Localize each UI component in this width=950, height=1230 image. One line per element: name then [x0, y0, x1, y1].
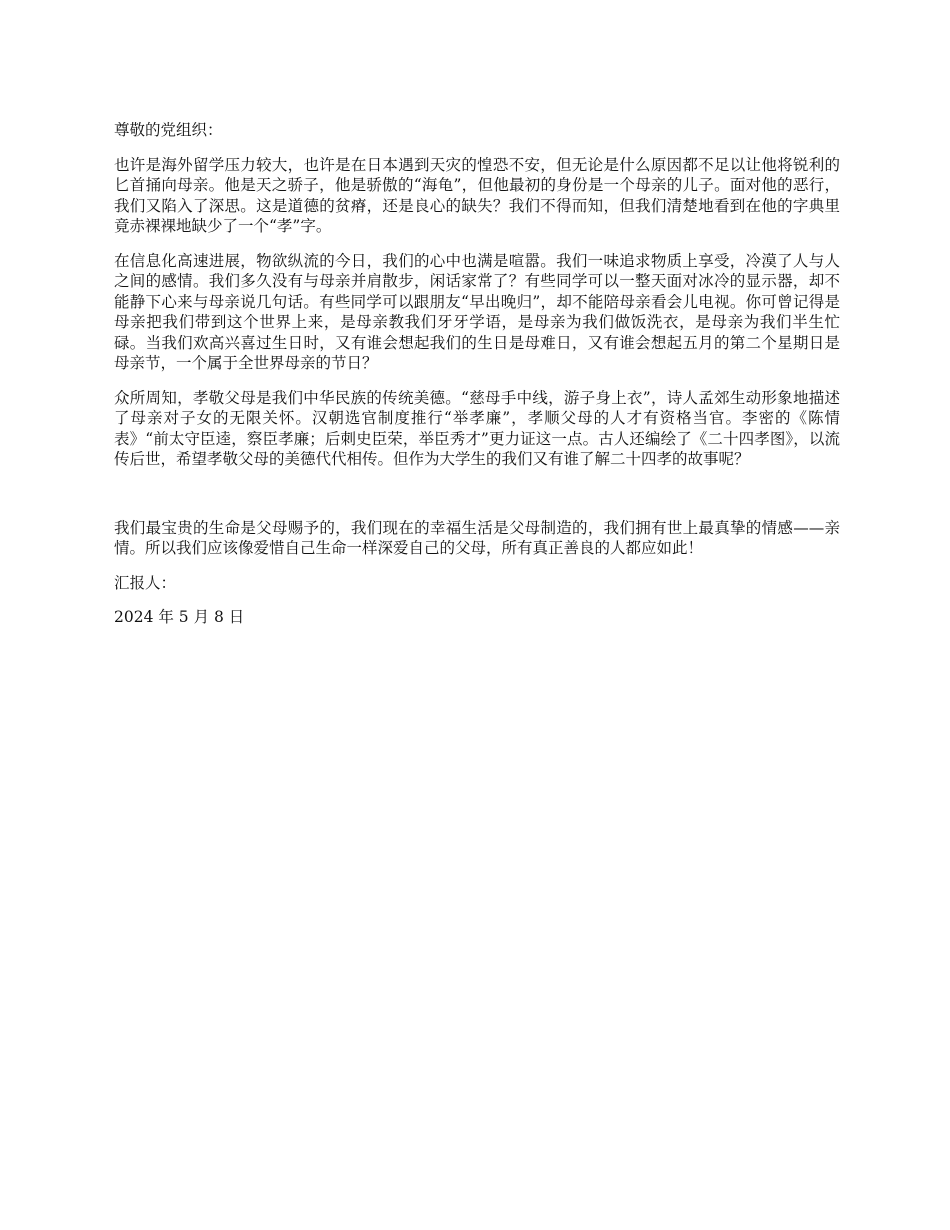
paragraph-2: 在信息化高速进展，物欲纵流的今日，我们的心中也满是喧嚣。我们一味追求物质上享受，冷漠了人与人之间的感情。我们多久没有与母亲并肩散步，闲话家常了？有些同学可以一整天面对冰冷的显示器，却不能静下心来与母亲说几句话。有些同学可以跟朋友“早出晚归”，却不能陪母亲看会儿电视。你可曾记得是母亲把我们带到这个世界上来，是母亲教我们牙牙学语，是母亲为我们做饭洗衣，是母亲为我们半生忙碌。当我们欢高兴喜过生日时，又有谁会想起我们的生日是母难日，又有谁会想起五月的第二个星期日是母亲节，一个属于全世界母亲的节日？: [114, 251, 840, 372]
paragraph-spacer: [114, 484, 840, 518]
salutation: 尊敬的党组织：: [114, 121, 223, 139]
letter-date: 2024 年 5 月 8 日: [114, 608, 245, 626]
letter-document: [114, 120, 840, 642]
paragraph-1: 也许是海外留学压力较大，也许是在日本遇到天灾的惶恐不安，但无论是什么原因都不足以让他将锐利的匕首捅向母亲。他是天之骄子，他是骄傲的“海龟”，但他最初的身份是一个母亲的儿子。面对他的恶行，我们又陷入了深思。这是道德的贫瘠，还是良心的缺失？我们不得而知，但我们清楚地看到在他的字典里竟赤裸裸地缺少了一个“孝”字。: [114, 155, 840, 235]
paragraph-4: 我们最宝贵的生命是父母赐予的，我们现在的幸福生活是父母制造的，我们拥有世上最真挚的情感——亲情。所以我们应该像爱惜自己生命一样深爱自己的父母，所有真正善良的人都应如此！: [114, 518, 840, 557]
reporter-label: 汇报人：: [114, 573, 177, 592]
paragraph-3: 众所周知，孝敬父母是我们中华民族的传统美德。“慈母手中线，游子身上衣”，诗人孟郊生动形象地描述了母亲对子女的无限关怀。汉朝选官制度推行“举孝廉”，孝顺父母的人才有资格当官。李密的《陈情表》“前太守臣逵，察臣孝廉；后刺史臣荣，举臣秀才”更力证这一点。古人还编绘了《二十四孝图》，以流传后世，希望孝敬父母的美德代代相传。但作为大学生的我们又有谁了解二十四孝的故事呢？: [114, 388, 840, 468]
